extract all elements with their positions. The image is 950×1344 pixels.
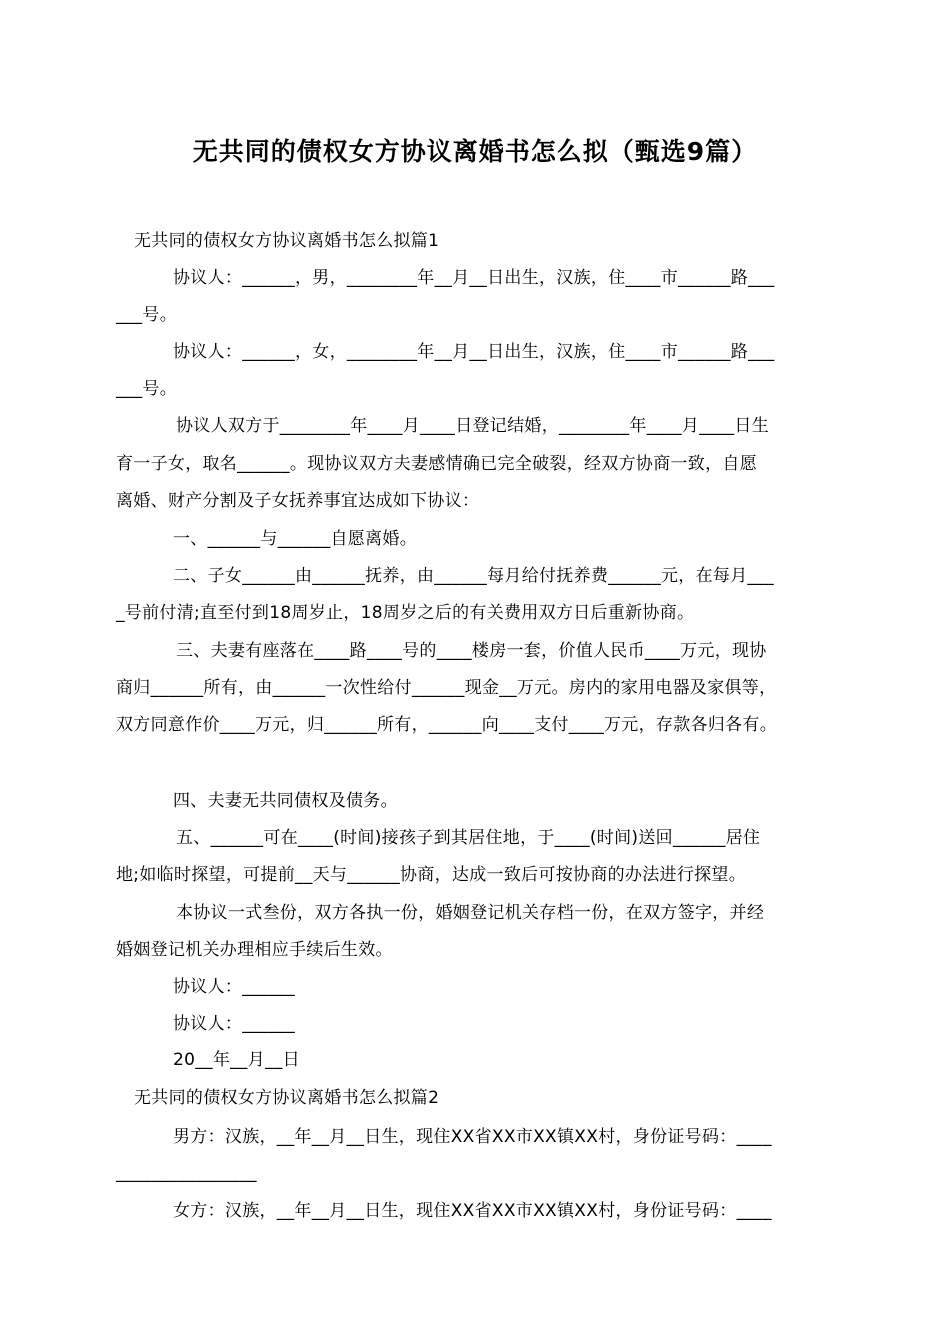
- party-line: 协议人：______，男，________年__月__日出生，汉族，住____市______路___: [173, 268, 775, 288]
- male-party-line: 男方：汉族，__年__月__日生，现住XX省XX市XX镇XX村，身份证号码：____: [173, 1127, 772, 1147]
- clause-5-cont: 地;如临时探望，可提前__天与______协商，达成一致后可按协商的办法进行探望。: [116, 865, 747, 885]
- signature-line: 协议人：______: [173, 977, 295, 997]
- closing-paragraph: 本协议一式叁份，双方各执一份，婚姻登记机关存档一份，在双方签字，并经: [176, 903, 765, 923]
- party-line: 协议人：______，女，________年__月__日出生，汉族，住____市______路___: [173, 342, 775, 362]
- date-line: 20__年__月__日: [173, 1050, 300, 1070]
- female-party-line: 女方：汉族，__年__月__日生，现住XX省XX市XX镇XX村，身份证号码：____: [173, 1201, 772, 1221]
- clause-3-cont: 双方同意作价____万元，归______所有，______向____支付____万元，存款各归各有。: [116, 715, 777, 735]
- paragraph-line: 离婚、财产分割及子女抚养事宜达成如下协议：: [116, 491, 480, 511]
- party-line-cont: ___号。: [116, 305, 177, 325]
- paragraph-line: 协议人双方于________年____月____日登记结婚，________年____月____日生: [176, 416, 769, 436]
- clause-3-cont: 商归______所有，由______一次性给付______现金__万元。房内的家用电器及家俱等，: [116, 678, 777, 698]
- clause-5: 五、______可在____(时间)接孩子到其居住地，于____(时间)送回______居住: [176, 828, 761, 848]
- clause-2-cont: _号前付清;直至付到18周岁止，18周岁之后的有关费用双方日后重新协商。: [116, 603, 695, 623]
- closing-paragraph-cont: 婚姻登记机关办理相应手续后生效。: [116, 940, 393, 960]
- signature-line: 协议人：______: [173, 1014, 295, 1034]
- clause-1: 一、______与______自愿离婚。: [173, 529, 417, 549]
- clause-2: 二、子女______由______抚养，由______每月给付抚养费______元，在每月___: [173, 566, 774, 586]
- clause-3: 三、夫妻有座落在____路____号的____楼房一套，价值人民币____万元，现协: [176, 641, 767, 661]
- male-party-line-cont: ________________: [116, 1163, 257, 1183]
- section-heading-2: 无共同的债权女方协议离婚书怎么拟篇2: [134, 1088, 440, 1108]
- party-line-cont: ___号。: [116, 379, 177, 399]
- paragraph-line: 育一子女，取名______。现协议双方夫妻感情确已完全破裂，经双方协商一致，自愿: [116, 454, 757, 474]
- clause-4: 四、夫妻无共同债权及债务。: [173, 791, 398, 811]
- section-heading-1: 无共同的债权女方协议离婚书怎么拟篇1: [134, 231, 440, 251]
- document-title: 无共同的债权女方协议离婚书怎么拟（甄选9篇）: [192, 137, 758, 166]
